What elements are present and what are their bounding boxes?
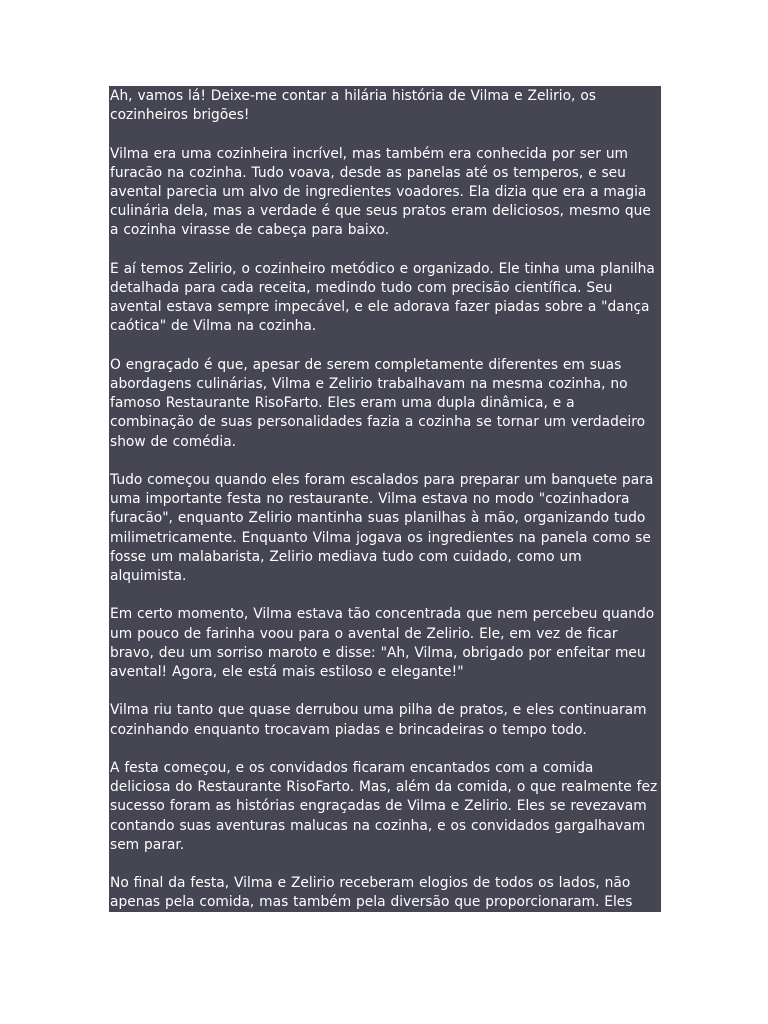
paragraph-laughter: Vilma riu tanto que quase derrubou uma pilha de pratos, e eles continuaram cozinhando enquanto trocavam piadas e brincadeiras o tempo todo.: [110, 702, 647, 738]
paragraph-ending: No final da festa, Vilma e Zelirio receberam elogios de todos os lados, não apenas pela comida, mas também pela diversão que proporcionaram. Eles perceberam que, apesar de serem cozinheiros brigões, sua amizade e humor tornavam a cozinha um lugar especial, cheio de sabor e risadas.: [110, 875, 650, 949]
paragraph-intro: Ah, vamos lá! Deixe-me contar a hilária história de Vilma e Zelirio, os cozinheiros brigões!: [110, 88, 596, 124]
paragraph-restaurant: O engraçado é que, apesar de serem completamente diferentes em suas abordagens culinárias, Vilma e Zelirio trabalhavam na mesma cozinha, no famoso Restaurante RisoFarto. Eles eram uma dupla dinâmica, e a combinação de suas personalidades fazia a cozinha se tornar um verdadeiro show de comédia.: [110, 356, 646, 450]
paragraph-party: A festa começou, e os convidados ficaram encantados com a comida deliciosa do Restaurante RisoFarto. Mas, além da comida, o que realmente fez sucesso foram as histórias engraçadas de Vilma e Zelirio. Eles se revezavam contando suas aventuras malucas na cozinha, e os convidados gargalhavam sem parar.: [110, 760, 658, 853]
paragraph-flour: Em certo momento, Vilma estava tão concentrada que nem percebeu quando um pouco de farinha voou para o avental de Zelirio. Ele, em vez de ficar bravo, deu um sorriso maroto e disse: "Ah, Vilma, obrigado por enfeitar meu avental! Agora, ele está mais estiloso e elegante!": [110, 606, 655, 681]
paragraph-banquet: Tudo começou quando eles foram escalados para preparar um banquete para uma importante festa no restaurante. Vilma estava no modo "cozinhadora furacão", enquanto Zelirio mantinha suas planilhas à mão, organizando tudo milimetricamente. Enquanto Vilma jogava os ingredientes na panela como se fosse um malabarista, Zelirio mediava tudo com cuidado, como um alquimista.: [110, 472, 654, 585]
story-text-block: [109, 86, 661, 949]
paragraph-zelirio: E aí temos Zelirio, o cozinheiro metódico e organizado. Ele tinha uma planilha detalhada para cada receita, medindo tudo com precisão científica. Seu avental estava sempre impecável, e ele adorava fazer piadas sobre a "dança caótica" de Vilma na cozinha.: [110, 260, 655, 335]
paragraph-vilma: Vilma era uma cozinheira incrível, mas também era conhecida por ser um furacão na cozinha. Tudo voava, desde as panelas até os temperos, e seu avental parecia um alvo de ingredientes voadores. Ela dizia que era a magia culinária dela, mas a verdade é que seus pratos eram deliciosos, mesmo que a cozinha virasse de cabeça para baixo.: [110, 145, 651, 239]
